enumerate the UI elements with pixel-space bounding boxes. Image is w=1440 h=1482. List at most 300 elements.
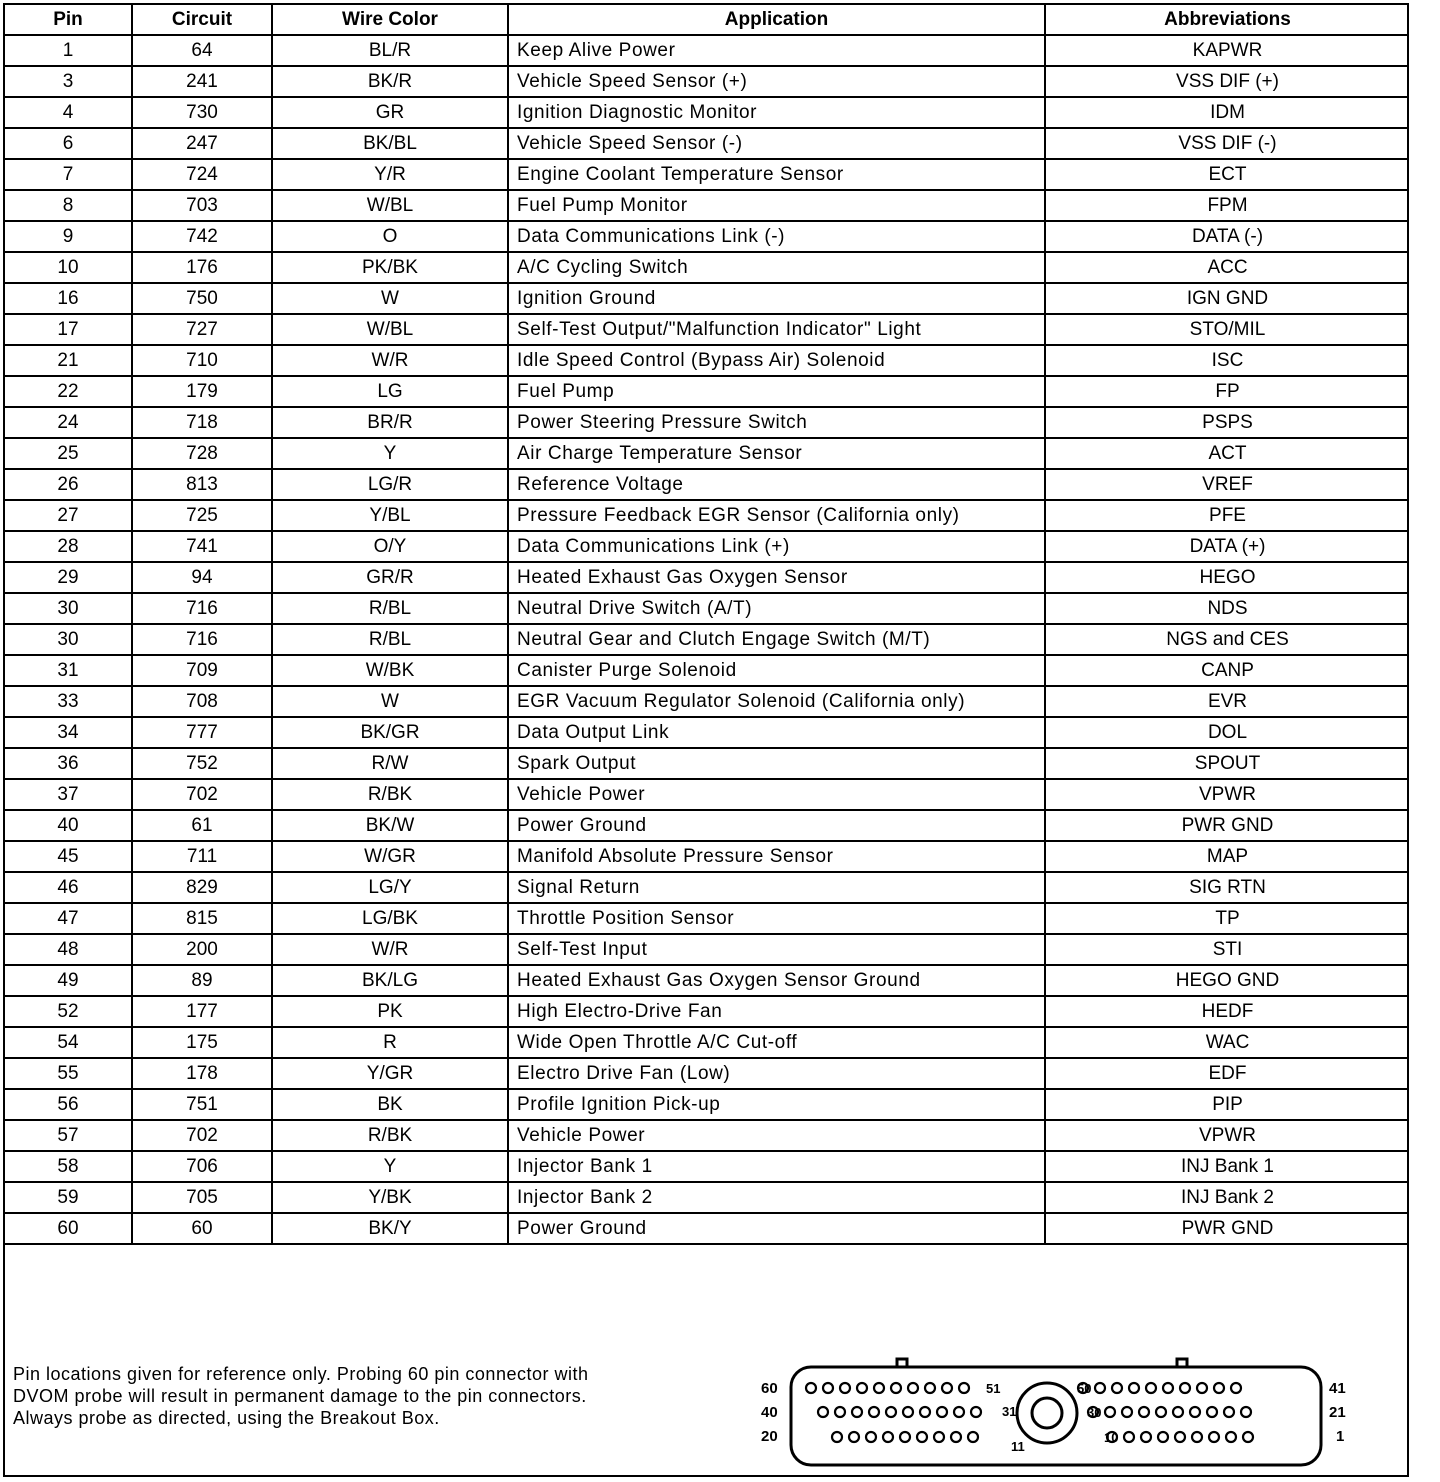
table-row <box>5 1120 1409 1151</box>
pin-cell: 30 <box>5 624 132 655</box>
wire-color-cell: LG/R <box>272 469 508 500</box>
pin-cell: 46 <box>5 872 132 903</box>
circuit-cell: 61 <box>132 810 272 841</box>
application-cell: Data Output Link <box>508 717 1045 748</box>
pin-cell: 31 <box>5 655 132 686</box>
pin-hole <box>1124 1432 1134 1442</box>
pin-cell: 34 <box>5 717 132 748</box>
pin-hole <box>934 1432 944 1442</box>
abbreviation-cell: PIP <box>1045 1089 1409 1120</box>
pin-hole <box>1241 1407 1251 1417</box>
circuit-cell: 64 <box>132 35 272 66</box>
circuit-cell: 708 <box>132 686 272 717</box>
pin-cell: 9 <box>5 221 132 252</box>
table-row <box>5 376 1409 407</box>
wire-color-cell: R/BK <box>272 779 508 810</box>
abbreviation-cell: DATA (+) <box>1045 531 1409 562</box>
circuit-cell: 815 <box>132 903 272 934</box>
table-row <box>5 531 1409 562</box>
pin-hole <box>806 1383 816 1393</box>
pin-cell: 21 <box>5 345 132 376</box>
wire-color-cell: PK <box>272 996 508 1027</box>
abbreviation-cell: EDF <box>1045 1058 1409 1089</box>
application-cell: Injector Bank 1 <box>508 1151 1045 1182</box>
application-cell: Canister Purge Solenoid <box>508 655 1045 686</box>
abbreviation-cell: CANP <box>1045 655 1409 686</box>
application-cell: Heated Exhaust Gas Oxygen Sensor Ground <box>508 965 1045 996</box>
wire-color-cell: BK/W <box>272 810 508 841</box>
pin-hole <box>951 1432 961 1442</box>
table-row <box>5 500 1409 531</box>
abbreviation-cell: PSPS <box>1045 407 1409 438</box>
wire-color-cell: BK/LG <box>272 965 508 996</box>
wire-color-cell: R <box>272 1027 508 1058</box>
pin-hole <box>1175 1432 1185 1442</box>
abbreviation-cell: VSS DIF (+) <box>1045 66 1409 97</box>
abbreviation-cell: STI <box>1045 934 1409 965</box>
abbreviation-cell: HEDF <box>1045 996 1409 1027</box>
abbreviation-cell: MAP <box>1045 841 1409 872</box>
wire-color-cell: W/R <box>272 345 508 376</box>
table-header-row <box>5 5 1409 35</box>
pin-table-body <box>5 35 1409 1244</box>
pin-cell: 40 <box>5 810 132 841</box>
table-row <box>5 438 1409 469</box>
abbreviation-cell: VREF <box>1045 469 1409 500</box>
circuit-cell: 725 <box>132 500 272 531</box>
pin-cell: 59 <box>5 1182 132 1213</box>
abbreviation-cell: NGS and CES <box>1045 624 1409 655</box>
circuit-cell: 200 <box>132 934 272 965</box>
circuit-cell: 177 <box>132 996 272 1027</box>
wire-color-cell: Y/BL <box>272 500 508 531</box>
table-row <box>5 779 1409 810</box>
table-row <box>5 593 1409 624</box>
circuit-cell: 709 <box>132 655 272 686</box>
connector-row-end-label: 51 <box>986 1381 1001 1396</box>
abbreviation-cell: DATA (-) <box>1045 221 1409 252</box>
pin-hole <box>1226 1432 1236 1442</box>
pin-cell: 22 <box>5 376 132 407</box>
application-cell: Air Charge Temperature Sensor <box>508 438 1045 469</box>
table-row <box>5 965 1409 996</box>
pin-cell: 1 <box>5 35 132 66</box>
abbreviation-cell: EVR <box>1045 686 1409 717</box>
wire-color-cell: BK/BL <box>272 128 508 159</box>
table-row <box>5 748 1409 779</box>
pin-hole <box>920 1407 930 1417</box>
pin-hole <box>942 1383 952 1393</box>
table-row <box>5 1027 1409 1058</box>
pin-cell: 10 <box>5 252 132 283</box>
header-application: Application <box>508 5 1045 35</box>
wire-color-cell: R/BL <box>272 593 508 624</box>
abbreviation-cell: SIG RTN <box>1045 872 1409 903</box>
circuit-cell: 724 <box>132 159 272 190</box>
table-row <box>5 1089 1409 1120</box>
connector-bolt-inner <box>1032 1398 1062 1428</box>
pin-hole <box>1129 1383 1139 1393</box>
table-row <box>5 283 1409 314</box>
pin-hole <box>959 1383 969 1393</box>
wire-color-cell: W/GR <box>272 841 508 872</box>
pin-hole <box>1180 1383 1190 1393</box>
pin-hole <box>1190 1407 1200 1417</box>
pin-hole <box>1192 1432 1202 1442</box>
wiring-document <box>3 3 1409 1477</box>
wire-color-cell: O <box>272 221 508 252</box>
pin-hole <box>1095 1383 1105 1393</box>
abbreviation-cell: PWR GND <box>1045 810 1409 841</box>
circuit-cell: 777 <box>132 717 272 748</box>
pin-hole <box>1243 1432 1253 1442</box>
circuit-cell: 752 <box>132 748 272 779</box>
pin-cell: 30 <box>5 593 132 624</box>
connector-label-right: 41 <box>1329 1380 1346 1397</box>
application-cell: Fuel Pump Monitor <box>508 190 1045 221</box>
pin-hole <box>1231 1383 1241 1393</box>
circuit-cell: 728 <box>132 438 272 469</box>
abbreviation-cell: VPWR <box>1045 779 1409 810</box>
circuit-cell: 705 <box>132 1182 272 1213</box>
table-row <box>5 190 1409 221</box>
circuit-cell: 813 <box>132 469 272 500</box>
connector-label-left: 60 <box>761 1380 778 1397</box>
circuit-cell: 178 <box>132 1058 272 1089</box>
wire-color-cell: BK/GR <box>272 717 508 748</box>
application-cell: Vehicle Power <box>508 779 1045 810</box>
pin-cell: 60 <box>5 1213 132 1244</box>
application-cell: Vehicle Speed Sensor (-) <box>508 128 1045 159</box>
application-cell: Power Ground <box>508 1213 1045 1244</box>
wire-color-cell: W/BK <box>272 655 508 686</box>
table-row <box>5 221 1409 252</box>
table-row <box>5 128 1409 159</box>
application-cell: EGR Vacuum Regulator Solenoid (California only) <box>508 686 1045 717</box>
pin-hole <box>1122 1407 1132 1417</box>
application-cell: Idle Speed Control (Bypass Air) Solenoid <box>508 345 1045 376</box>
pin-cell: 58 <box>5 1151 132 1182</box>
pin-cell: 33 <box>5 686 132 717</box>
application-cell: Data Communications Link (+) <box>508 531 1045 562</box>
circuit-cell: 176 <box>132 252 272 283</box>
pin-cell: 45 <box>5 841 132 872</box>
table-row <box>5 314 1409 345</box>
pin-cell: 3 <box>5 66 132 97</box>
wire-color-cell: Y <box>272 438 508 469</box>
pin-hole <box>823 1383 833 1393</box>
application-cell: Power Steering Pressure Switch <box>508 407 1045 438</box>
circuit-cell: 60 <box>132 1213 272 1244</box>
circuit-cell: 89 <box>132 965 272 996</box>
pin-hole <box>937 1407 947 1417</box>
wire-color-cell: R/BK <box>272 1120 508 1151</box>
connector-label-left: 20 <box>761 1428 778 1445</box>
pin-cell: 26 <box>5 469 132 500</box>
pin-hole <box>818 1407 828 1417</box>
pin-cell: 29 <box>5 562 132 593</box>
connector-row-end-label: 31 <box>1002 1404 1017 1419</box>
pin-cell: 57 <box>5 1120 132 1151</box>
circuit-cell: 742 <box>132 221 272 252</box>
connector-row-start-label: 30 <box>1087 1405 1102 1420</box>
table-row <box>5 655 1409 686</box>
pin-hole <box>832 1432 842 1442</box>
pin-hole <box>1156 1407 1166 1417</box>
table-row <box>5 872 1409 903</box>
application-cell: High Electro-Drive Fan <box>508 996 1045 1027</box>
pin-cell: 17 <box>5 314 132 345</box>
pin-cell: 25 <box>5 438 132 469</box>
pin-cell: 54 <box>5 1027 132 1058</box>
wire-color-cell: O/Y <box>272 531 508 562</box>
abbreviation-cell: HEGO GND <box>1045 965 1409 996</box>
application-cell: Reference Voltage <box>508 469 1045 500</box>
application-cell: Heated Exhaust Gas Oxygen Sensor <box>508 562 1045 593</box>
application-cell: Engine Coolant Temperature Sensor <box>508 159 1045 190</box>
abbreviation-cell: STO/MIL <box>1045 314 1409 345</box>
abbreviation-cell: ACT <box>1045 438 1409 469</box>
pin-cell: 6 <box>5 128 132 159</box>
circuit-cell: 741 <box>132 531 272 562</box>
table-row <box>5 1213 1409 1244</box>
circuit-cell: 175 <box>132 1027 272 1058</box>
table-row <box>5 97 1409 128</box>
pin-cell: 27 <box>5 500 132 531</box>
application-cell: Profile Ignition Pick-up <box>508 1089 1045 1120</box>
abbreviation-cell: FP <box>1045 376 1409 407</box>
abbreviation-cell: TP <box>1045 903 1409 934</box>
table-row <box>5 717 1409 748</box>
connector-bolt-outer <box>1017 1383 1077 1443</box>
header-pin: Pin <box>5 5 132 35</box>
pin-hole <box>1158 1432 1168 1442</box>
header-wire-color: Wire Color <box>272 5 508 35</box>
application-cell: Self-Test Input <box>508 934 1045 965</box>
application-cell: Signal Return <box>508 872 1045 903</box>
pin-cell: 37 <box>5 779 132 810</box>
abbreviation-cell: KAPWR <box>1045 35 1409 66</box>
table-row <box>5 686 1409 717</box>
pin-cell: 16 <box>5 283 132 314</box>
abbreviation-cell: NDS <box>1045 593 1409 624</box>
abbreviation-cell: FPM <box>1045 190 1409 221</box>
pin-hole <box>925 1383 935 1393</box>
table-row <box>5 1182 1409 1213</box>
table-row <box>5 903 1409 934</box>
connector-label-left: 40 <box>761 1404 778 1421</box>
pin-hole <box>900 1432 910 1442</box>
pin-hole <box>968 1432 978 1442</box>
abbreviation-cell: WAC <box>1045 1027 1409 1058</box>
circuit-cell: 94 <box>132 562 272 593</box>
header-abbreviations: Abbreviations <box>1045 5 1409 35</box>
application-cell: Spark Output <box>508 748 1045 779</box>
circuit-cell: 829 <box>132 872 272 903</box>
pin-hole <box>1197 1383 1207 1393</box>
pin-hole <box>1139 1407 1149 1417</box>
pin-hole <box>903 1407 913 1417</box>
circuit-cell: 751 <box>132 1089 272 1120</box>
abbreviation-cell: HEGO <box>1045 562 1409 593</box>
circuit-cell: 718 <box>132 407 272 438</box>
wire-color-cell: Y/R <box>272 159 508 190</box>
header-circuit: Circuit <box>132 5 272 35</box>
pin-cell: 55 <box>5 1058 132 1089</box>
pin-cell: 52 <box>5 996 132 1027</box>
application-cell: Ignition Ground <box>508 283 1045 314</box>
table-row <box>5 35 1409 66</box>
abbreviation-cell: PWR GND <box>1045 1213 1409 1244</box>
table-row <box>5 1058 1409 1089</box>
pin-table <box>5 5 1409 1245</box>
circuit-cell: 179 <box>132 376 272 407</box>
pin-cell: 48 <box>5 934 132 965</box>
pin-holes <box>806 1383 1253 1442</box>
pin-hole <box>857 1383 867 1393</box>
abbreviation-cell: IDM <box>1045 97 1409 128</box>
pin-hole <box>1214 1383 1224 1393</box>
pin-hole <box>840 1383 850 1393</box>
application-cell: Vehicle Power <box>508 1120 1045 1151</box>
abbreviation-cell: DOL <box>1045 717 1409 748</box>
abbreviation-cell: PFE <box>1045 500 1409 531</box>
wire-color-cell: GR/R <box>272 562 508 593</box>
wire-color-cell: R/BL <box>272 624 508 655</box>
wire-color-cell: Y <box>272 1151 508 1182</box>
wire-color-cell: W/BL <box>272 190 508 221</box>
pin-cell: 7 <box>5 159 132 190</box>
pin-cell: 24 <box>5 407 132 438</box>
pin-hole <box>1112 1383 1122 1393</box>
wire-color-cell: W/BL <box>272 314 508 345</box>
pin-hole <box>954 1407 964 1417</box>
table-row <box>5 159 1409 190</box>
application-cell: Manifold Absolute Pressure Sensor <box>508 841 1045 872</box>
table-row <box>5 841 1409 872</box>
table-row <box>5 810 1409 841</box>
pin-hole <box>971 1407 981 1417</box>
note-line: DVOM probe will result in permanent damage to the pin connectors. <box>13 1386 587 1406</box>
wire-color-cell: LG/BK <box>272 903 508 934</box>
wire-color-cell: BL/R <box>272 35 508 66</box>
connector-row-end-label: 11 <box>1011 1439 1025 1454</box>
table-row <box>5 66 1409 97</box>
table-row <box>5 1151 1409 1182</box>
abbreviation-cell: SPOUT <box>1045 748 1409 779</box>
pin-cell: 28 <box>5 531 132 562</box>
wire-color-cell: BK/R <box>272 66 508 97</box>
pin-hole <box>1105 1407 1115 1417</box>
application-cell: Keep Alive Power <box>508 35 1045 66</box>
table-row <box>5 562 1409 593</box>
application-cell: Vehicle Speed Sensor (+) <box>508 66 1045 97</box>
wire-color-cell: Y/GR <box>272 1058 508 1089</box>
pin-hole <box>886 1407 896 1417</box>
table-row <box>5 469 1409 500</box>
abbreviation-cell: IGN GND <box>1045 283 1409 314</box>
wire-color-cell: W <box>272 686 508 717</box>
pin-hole <box>1207 1407 1217 1417</box>
pin-hole <box>1163 1383 1173 1393</box>
connector-row-start-label: 50 <box>1077 1381 1092 1396</box>
wire-color-cell: LG <box>272 376 508 407</box>
pin-hole <box>849 1432 859 1442</box>
circuit-cell: 716 <box>132 593 272 624</box>
pin-hole <box>869 1407 879 1417</box>
pin-cell: 8 <box>5 190 132 221</box>
application-cell: Pressure Feedback EGR Sensor (California only) <box>508 500 1045 531</box>
pin-cell: 47 <box>5 903 132 934</box>
application-cell: Neutral Gear and Clutch Engage Switch (M/T) <box>508 624 1045 655</box>
wire-color-cell: BK/Y <box>272 1213 508 1244</box>
application-cell: Wide Open Throttle A/C Cut-off <box>508 1027 1045 1058</box>
wire-color-cell: BK <box>272 1089 508 1120</box>
connector-diagram <box>747 1350 1367 1470</box>
pin-hole <box>1146 1383 1156 1393</box>
abbreviation-cell: INJ Bank 1 <box>1045 1151 1409 1182</box>
pin-hole <box>835 1407 845 1417</box>
wire-color-cell: Y/BK <box>272 1182 508 1213</box>
table-row <box>5 934 1409 965</box>
application-cell: Injector Bank 2 <box>508 1182 1045 1213</box>
pin-hole <box>866 1432 876 1442</box>
pin-hole <box>908 1383 918 1393</box>
pin-hole <box>852 1407 862 1417</box>
abbreviation-cell: ISC <box>1045 345 1409 376</box>
table-row <box>5 624 1409 655</box>
abbreviation-cell: ECT <box>1045 159 1409 190</box>
pin-hole <box>883 1432 893 1442</box>
table-row <box>5 252 1409 283</box>
circuit-cell: 247 <box>132 128 272 159</box>
pin-hole <box>1224 1407 1234 1417</box>
wire-color-cell: GR <box>272 97 508 128</box>
circuit-cell: 716 <box>132 624 272 655</box>
pin-hole <box>1209 1432 1219 1442</box>
application-cell: Throttle Position Sensor <box>508 903 1045 934</box>
table-row <box>5 345 1409 376</box>
circuit-cell: 711 <box>132 841 272 872</box>
note-line: Pin locations given for reference only. Probing 60 pin connector with <box>13 1364 589 1384</box>
connector-label-right: 1 <box>1336 1428 1345 1445</box>
connector-label-right: 21 <box>1329 1404 1346 1421</box>
pin-cell: 56 <box>5 1089 132 1120</box>
wire-color-cell: R/W <box>272 748 508 779</box>
wire-color-cell: LG/Y <box>272 872 508 903</box>
circuit-cell: 750 <box>132 283 272 314</box>
wire-color-cell: PK/BK <box>272 252 508 283</box>
abbreviation-cell: VSS DIF (-) <box>1045 128 1409 159</box>
wire-color-cell: W/R <box>272 934 508 965</box>
pin-cell: 4 <box>5 97 132 128</box>
pin-hole <box>874 1383 884 1393</box>
circuit-cell: 241 <box>132 66 272 97</box>
connector-row-start-label: 10 <box>1104 1430 1119 1445</box>
circuit-cell: 703 <box>132 190 272 221</box>
abbreviation-cell: INJ Bank 2 <box>1045 1182 1409 1213</box>
circuit-cell: 730 <box>132 97 272 128</box>
circuit-cell: 706 <box>132 1151 272 1182</box>
circuit-cell: 702 <box>132 779 272 810</box>
pin-cell: 36 <box>5 748 132 779</box>
application-cell: Ignition Diagnostic Monitor <box>508 97 1045 128</box>
application-cell: Electro Drive Fan (Low) <box>508 1058 1045 1089</box>
circuit-cell: 702 <box>132 1120 272 1151</box>
abbreviation-cell: ACC <box>1045 252 1409 283</box>
application-cell: A/C Cycling Switch <box>508 252 1045 283</box>
application-cell: Power Ground <box>508 810 1045 841</box>
